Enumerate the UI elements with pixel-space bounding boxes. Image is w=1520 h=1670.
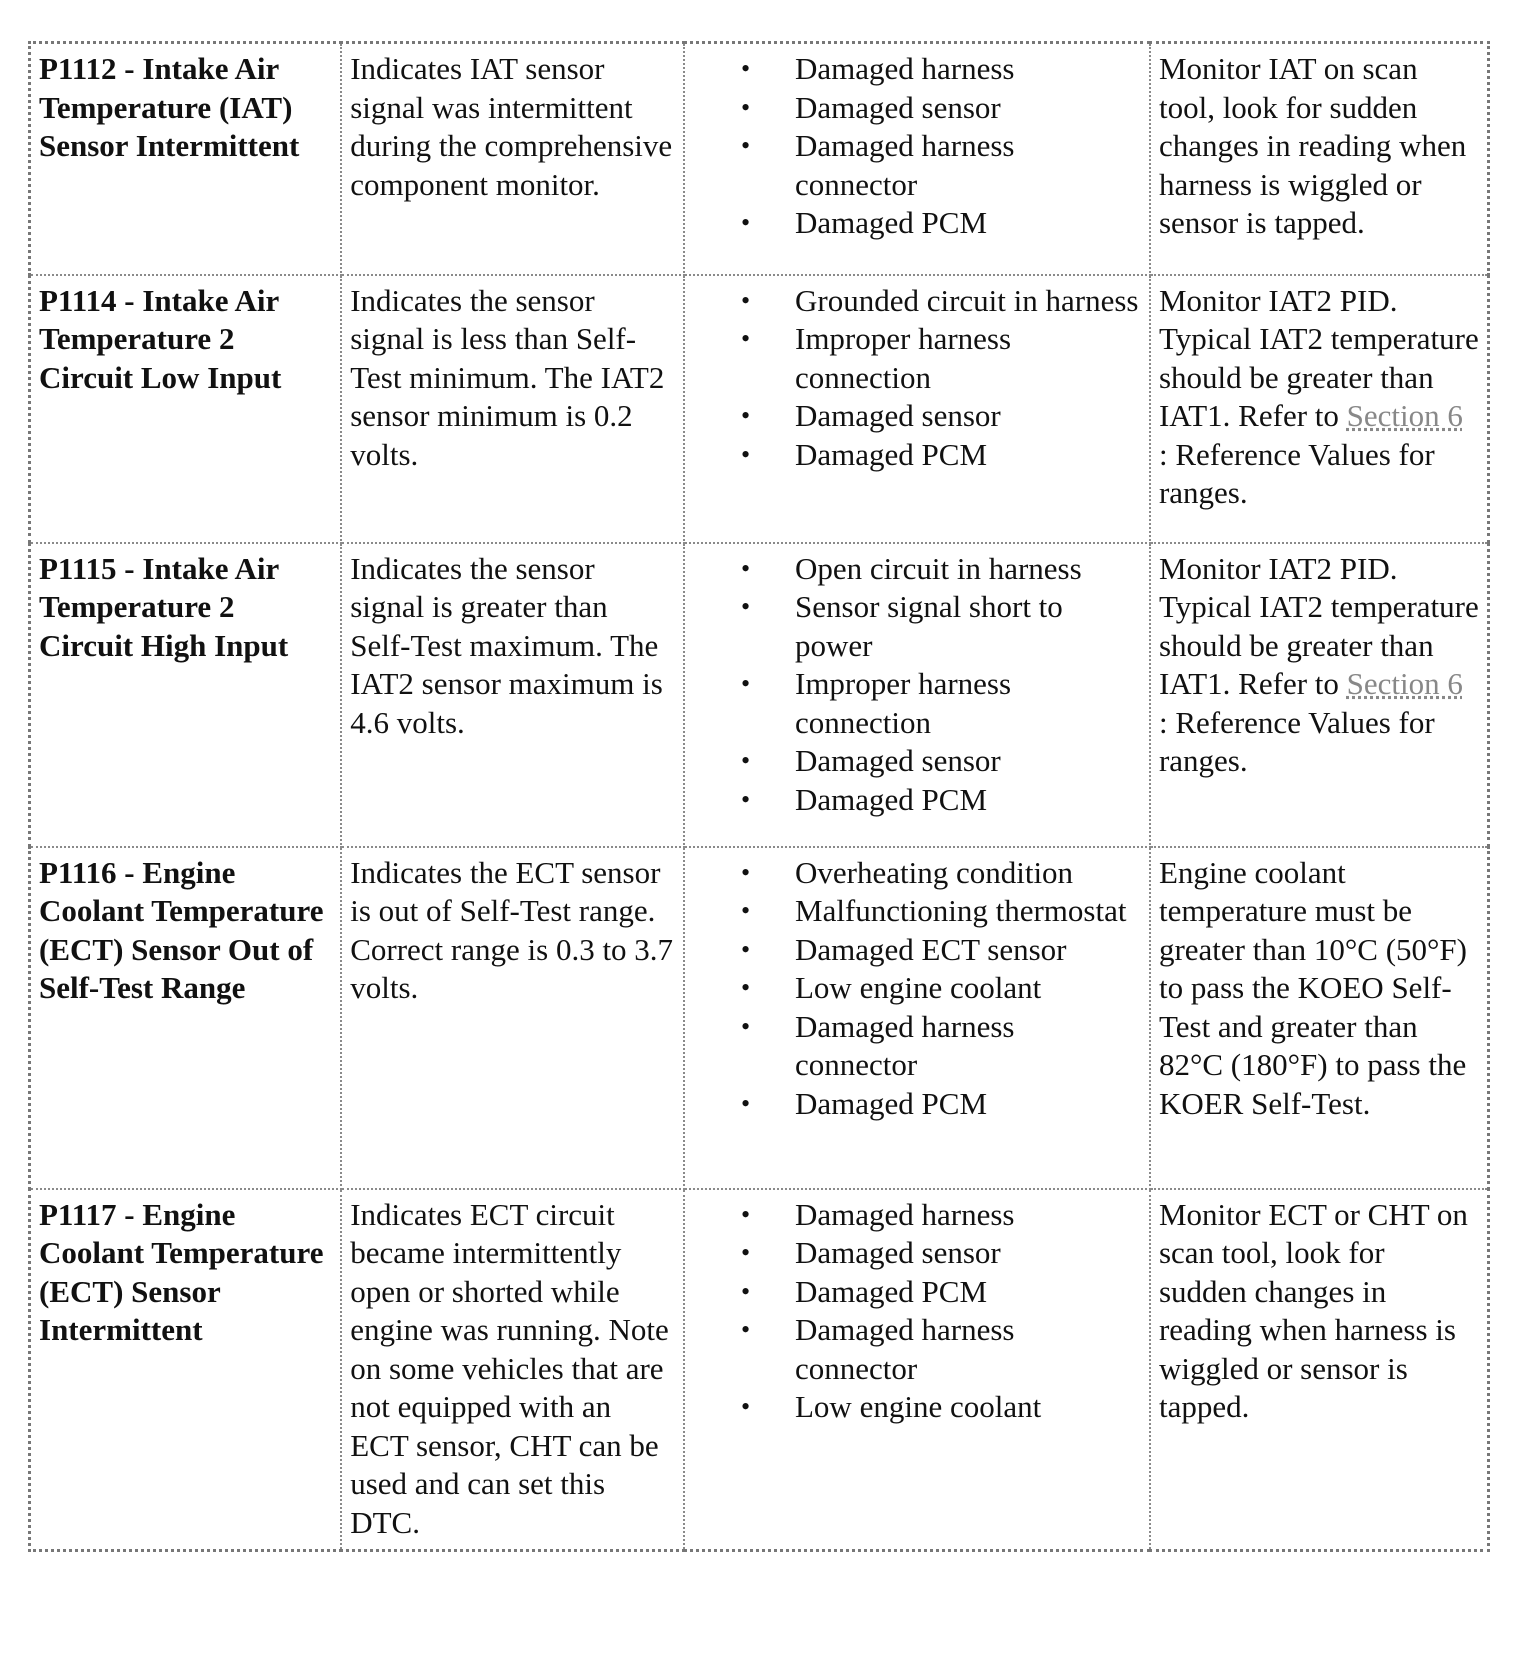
dtc-action bbox=[1150, 43, 1489, 275]
cause-item: • Damaged sensor bbox=[685, 1234, 1141, 1273]
cause-item: • Sensor signal short to power bbox=[685, 588, 1141, 665]
cause-item: • Grounded circuit in harness bbox=[685, 282, 1141, 321]
cause-item: • Damaged harness bbox=[685, 50, 1141, 89]
dtc-description: Indicates the sensor signal is less than Self-Test minimum. The IAT2 sensor minimum is 0.2 volts. bbox=[341, 275, 684, 543]
dtc-causes bbox=[684, 1189, 1150, 1551]
cause-item: • Damaged sensor bbox=[685, 742, 1141, 781]
dtc-causes bbox=[684, 847, 1150, 1189]
cause-item: • Damaged sensor bbox=[685, 89, 1141, 128]
dtc-description: Indicates IAT sensor signal was intermittent during the comprehensive component monitor. bbox=[341, 43, 684, 275]
dtc-code: P1112 - Intake Air Temperature (IAT) Sensor Intermittent bbox=[30, 43, 342, 275]
dtc-action bbox=[1150, 847, 1489, 1189]
action-text: Engine coolant temperature must be greater than 10°C (50°F) to pass the KOEO Self-Test and greater than 82°C (180°F) to pass the KOER Self-Test. bbox=[1158, 854, 1467, 1121]
dtc-row bbox=[30, 847, 1489, 1189]
section-link[interactable]: Section 6 bbox=[1346, 666, 1463, 701]
dtc-causes bbox=[684, 43, 1150, 275]
action-text: Monitor IAT2 PID. Typical IAT2 temperature should be greater than IAT1. Refer to bbox=[1158, 550, 1479, 701]
section-link[interactable]: Section 6 bbox=[1346, 398, 1463, 433]
dtc-code: P1116 - Engine Coolant Temperature (ECT) Sensor Out of Self-Test Range bbox=[30, 847, 342, 1189]
dtc-action bbox=[1150, 543, 1489, 847]
cause-item: • Overheating condition bbox=[685, 854, 1141, 893]
cause-item: • Damaged harness connector bbox=[685, 1311, 1141, 1388]
dtc-table bbox=[28, 41, 1490, 1552]
cause-item: • Damaged PCM bbox=[685, 781, 1141, 820]
cause-item: • Damaged harness connector bbox=[685, 127, 1141, 204]
dtc-description: Indicates the sensor signal is greater than Self-Test maximum. The IAT2 sensor maximum is 4.6 volts. bbox=[341, 543, 684, 847]
dtc-causes bbox=[684, 543, 1150, 847]
dtc-code: P1117 - Engine Coolant Temperature (ECT) Sensor Intermittent bbox=[30, 1189, 342, 1551]
cause-item: • Improper harness connection bbox=[685, 320, 1141, 397]
dtc-row bbox=[30, 1189, 1489, 1551]
cause-item: • Damaged harness bbox=[685, 1196, 1141, 1235]
action-text: Monitor ECT or CHT on scan tool, look for sudden changes in reading when harness is wiggled or sensor is tapped. bbox=[1158, 1196, 1468, 1424]
cause-item: • Damaged ECT sensor bbox=[685, 931, 1141, 970]
dtc-action bbox=[1150, 275, 1489, 543]
dtc-row bbox=[30, 543, 1489, 847]
cause-item: • Damaged harness connector bbox=[685, 1008, 1141, 1085]
cause-item: • Damaged PCM bbox=[685, 1085, 1141, 1124]
cause-item: • Malfunctioning thermostat bbox=[685, 892, 1141, 931]
dtc-row bbox=[30, 275, 1489, 543]
cause-item: • Damaged PCM bbox=[685, 436, 1141, 475]
cause-item: • Open circuit in harness bbox=[685, 550, 1141, 589]
action-text: Monitor IAT on scan tool, look for sudden changes in reading when harness is wiggled or sensor is tapped. bbox=[1158, 51, 1467, 240]
dtc-causes bbox=[684, 275, 1150, 543]
dtc-code: P1114 - Intake Air Temperature 2 Circuit Low Input bbox=[30, 275, 342, 543]
dtc-description: Indicates ECT circuit became intermittently open or shorted while engine was running. Note on some vehicles that are not equipped with an ECT sensor, CHT can be used and can set this DTC. bbox=[341, 1189, 684, 1551]
dtc-code: P1115 - Intake Air Temperature 2 Circuit High Input bbox=[30, 543, 342, 847]
cause-item: • Low engine coolant bbox=[685, 969, 1141, 1008]
cause-item: • Damaged sensor bbox=[685, 397, 1141, 436]
dtc-action bbox=[1150, 1189, 1489, 1551]
action-text: Monitor IAT2 PID. Typical IAT2 temperature should be greater than IAT1. Refer to bbox=[1158, 282, 1479, 433]
cause-item: • Damaged PCM bbox=[685, 204, 1141, 243]
action-text-end: : Reference Values for ranges. bbox=[1158, 436, 1435, 510]
dtc-row bbox=[30, 43, 1489, 275]
cause-item: • Low engine coolant bbox=[685, 1388, 1141, 1427]
cause-item: • Damaged PCM bbox=[685, 1273, 1141, 1312]
action-text-end: : Reference Values for ranges. bbox=[1158, 704, 1435, 778]
cause-item: • Improper harness connection bbox=[685, 665, 1141, 742]
dtc-description: Indicates the ECT sensor is out of Self-Test range. Correct range is 0.3 to 3.7 volts. bbox=[341, 847, 684, 1189]
